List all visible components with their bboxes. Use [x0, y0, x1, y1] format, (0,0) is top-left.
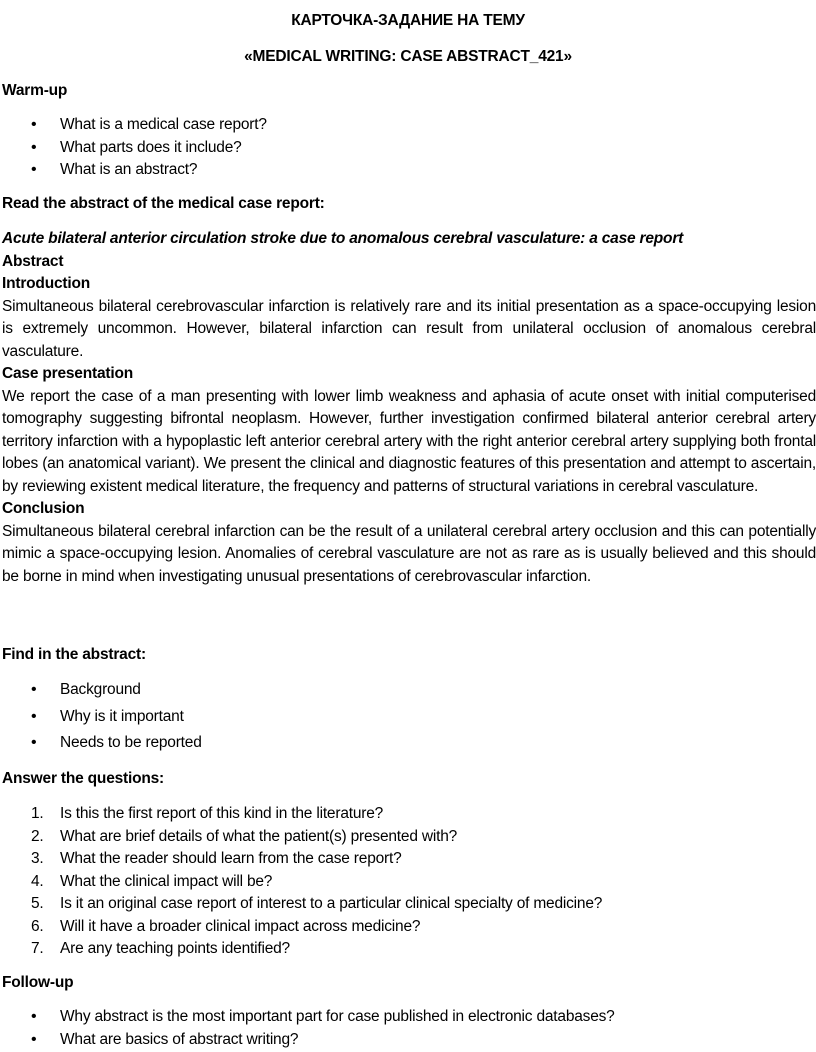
case-text: We report the case of a man presenting with lower limb weakness and aphasia of acute onset with initial computerised tomography suggesting bifrontal neoplasm. However, further investigation confirmed bilateral anterior cerebral artery territory infarction with a hypoplastic left anterior cerebral artery with the right anterior cerebral artery supplying both frontal lobes (an anatomical variant). We present the clinical and diagnostic features of this presentation and attempt to ascertain, by reviewing existent medical literature, the frequency and patterns of structural variations in cerebral vasculature.: [2, 387, 816, 495]
list-item: • Background: [2, 679, 816, 702]
question-item: [2, 871, 816, 894]
followup-list: [2, 1006, 816, 1051]
question-number: 5.: [31, 895, 44, 912]
question-text: Is this the first report of this kind in the literature?: [60, 805, 384, 822]
question-text: What the clinical impact will be?: [60, 872, 273, 890]
intro-heading: Introduction: [2, 275, 90, 292]
question-text: Will it have a broader clinical impact across medicine?: [60, 917, 421, 935]
list-item: • What are basics of abstract writing?: [2, 1029, 816, 1052]
question-text: Is it an original case report of interest to a particular clinical specialty of medicine?: [60, 895, 603, 912]
find-list: [2, 679, 816, 755]
question-number: 1.: [31, 805, 44, 822]
list-item: • What parts does it include?: [2, 137, 816, 160]
question-number: 6.: [31, 917, 44, 935]
list-item: • Needs to be reported: [2, 732, 816, 755]
article-title: Acute bilateral anterior circulation stroke due to anomalous cerebral vasculature: a case report: [2, 230, 684, 247]
question-number: 2.: [31, 827, 44, 845]
question-item: [2, 916, 816, 939]
question-item: [2, 848, 816, 871]
intro-text: Simultaneous bilateral cerebrovascular infarction is relatively rare and its initial presentation as a space-occupying lesion is extremely uncommon. However, bilateral infarction can result from unilateral occlusion of anomalous cerebral vasculature.: [2, 297, 816, 360]
list-item: • Why abstract is the most important part for case published in electronic databases?: [2, 1006, 816, 1029]
list-item: • Why is it important: [2, 706, 816, 729]
list-item: • What is an abstract?: [2, 159, 816, 182]
question-number: 7.: [31, 940, 44, 957]
question-text: Are any teaching points identified?: [60, 940, 290, 957]
question-item: [2, 803, 816, 826]
question-number: 4.: [31, 872, 44, 890]
question-item: [2, 938, 816, 961]
warmup-heading: Warm-up: [2, 82, 68, 99]
abstract-label: Abstract: [2, 252, 64, 270]
answer-heading: Answer the questions:: [2, 770, 165, 787]
find-heading: Find in the abstract:: [2, 646, 146, 663]
read-heading: Read the abstract of the medical case report:: [2, 195, 325, 212]
question-text: What the reader should learn from the case report?: [60, 850, 402, 867]
worksheet-title-line2: «MEDICAL WRITING: CASE ABSTRACT_421»: [244, 48, 572, 65]
questions-list: [2, 803, 816, 961]
warmup-list: [2, 114, 816, 182]
worksheet-title-line1: КАРТОЧКА-ЗАДАНИЕ НА ТЕМУ: [291, 12, 525, 29]
followup-heading: Follow-up: [2, 974, 74, 991]
question-item: [2, 826, 816, 849]
list-item: • What is a medical case report?: [2, 114, 816, 137]
question-item: [2, 893, 816, 916]
abstract-section: [2, 228, 816, 588]
case-heading: Case presentation: [2, 365, 133, 382]
question-number: 3.: [31, 850, 44, 867]
conclusion-heading: Conclusion: [2, 500, 85, 517]
conclusion-text: Simultaneous bilateral cerebral infarction can be the result of a unilateral cerebral artery occlusion and this can potentially mimic a space-occupying lesion. Anomalies of cerebral vasculature are not as rare as is usually believed and this should be borne in mind when investigating unusual presentations of cerebrovascular infarction.: [2, 522, 816, 585]
question-text: What are brief details of what the patient(s) presented with?: [60, 827, 458, 845]
